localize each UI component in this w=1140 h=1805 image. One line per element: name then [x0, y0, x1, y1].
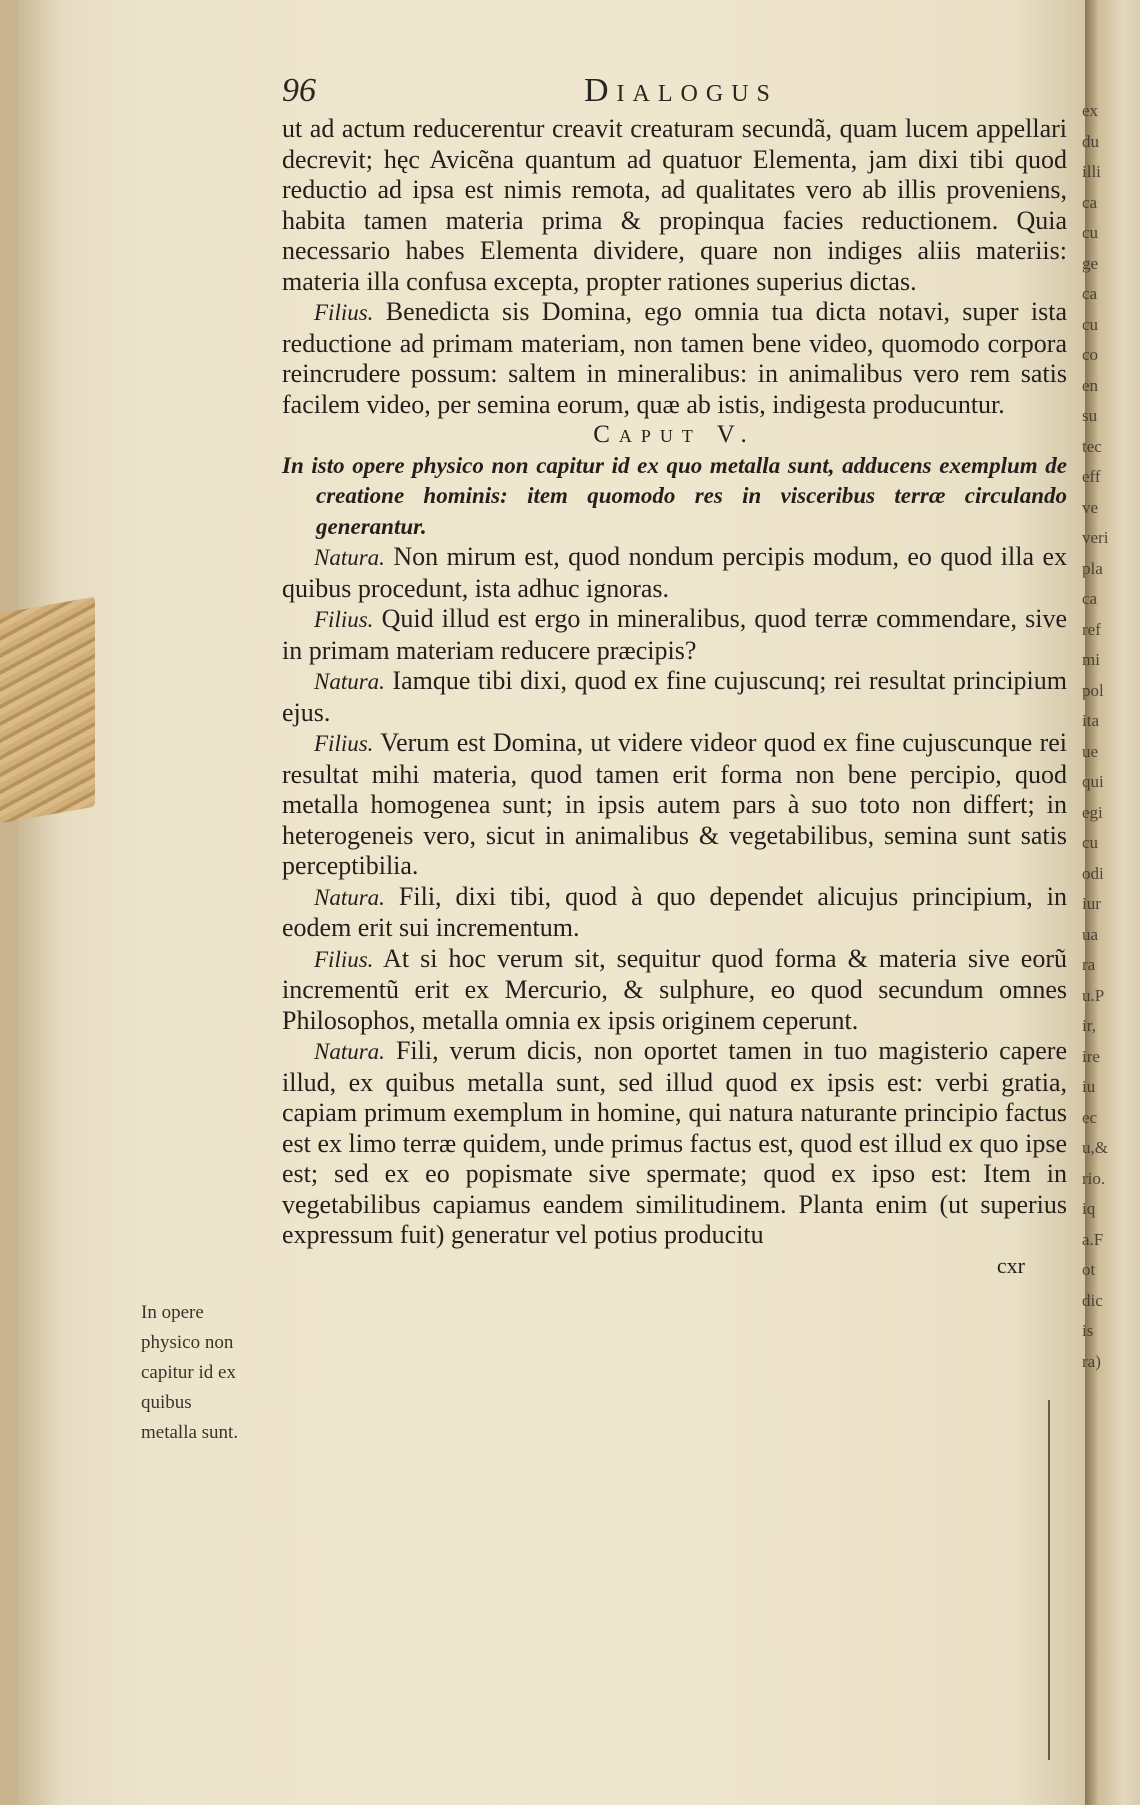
facing-page-fragment: su: [1082, 406, 1098, 425]
facing-page-fragment: ire: [1082, 1046, 1100, 1066]
facing-page-fragment: ref: [1082, 619, 1101, 639]
facing-page-fragment: ue: [1082, 741, 1099, 761]
facing-page-fragment: ir,: [1082, 1016, 1096, 1035]
dialogue-text: Quid illud est ergo in mineralibus, quod terræ commendare, sive in primam materiam reducere præcipis?: [282, 604, 1068, 665]
facing-page-fragment: mi: [1082, 650, 1100, 669]
facing-page-fragment: egi: [1082, 802, 1103, 822]
running-head: Dialogus: [584, 72, 778, 109]
page-edge-rule: [1048, 1400, 1050, 1760]
facing-page-fragment: ec: [1082, 1107, 1098, 1127]
facing-page-fragment: ra: [1082, 955, 1096, 974]
chapter-heading: Caput V.: [593, 421, 756, 448]
facing-page-fragment: veri: [1082, 528, 1109, 547]
paragraph: [282, 114, 1067, 297]
dialogue-turn: [282, 604, 1067, 666]
facing-page-fragment: qui: [1082, 772, 1104, 791]
dialogue-text: At si hoc verum sit, sequitur quod forma & materia sive eorũ incrementũ erit ex Mercurio, & sulphure, eo quod secundum omnes Philosophos, metalla omnia ex ipsis originem ceperunt.: [282, 943, 1067, 1035]
facing-page-fragment: du: [1082, 131, 1099, 151]
facing-page-fragment: ua: [1082, 924, 1099, 944]
dialogue-text: Fili, dixi tibi, quod à quo dependet alicujus principium, in eodem erit sui incrementum.: [282, 881, 1068, 942]
paper-tab-marker: [0, 597, 95, 824]
facing-page-fragment: ra): [1082, 1351, 1101, 1371]
facing-page-fragment: cu: [1082, 314, 1099, 334]
facing-page-fragment: ca: [1082, 284, 1098, 303]
dialogue-turn: [282, 944, 1067, 1037]
dialogue-text: Verum est Domina, ut videre videor quod ex fine cujuscunque rei resultat mihi materia, quod tamen erit forma non bene percipio, quod metalla homogenea sunt; in ipsis autem pars à suo toto non differt; in heterogeneis vero, sicut in animalibus & vegetabilibus, semina sunt satis perceptibilia.: [282, 728, 1068, 880]
facing-page-fragment: iu: [1082, 1077, 1096, 1096]
speaker-label: Filius.: [314, 946, 374, 972]
facing-page-fragment: ca: [1082, 589, 1098, 608]
dialogue-turn: [282, 1036, 1067, 1251]
chapter-summary: In isto opere physico non capitur id ex quo metalla sunt, adducens exemplum de creatione hominis: item quomodo res in visceribus terræ circulando generantur.: [282, 452, 1067, 539]
speaker-label: Natura.: [314, 669, 385, 694]
facing-page-fragment: ca: [1082, 192, 1098, 212]
dialogue-text: Iamque tibi dixi, quod ex fine cujuscunq; rei resultat principium ejus.: [282, 666, 1067, 727]
facing-page-fragment: ita: [1082, 711, 1099, 730]
dialogue-turn: [282, 882, 1067, 944]
dialogue-turn: [282, 542, 1067, 604]
facing-page-fragment: pla: [1082, 558, 1103, 578]
page-body: [282, 114, 1067, 1281]
speaker-label: Natura.: [314, 884, 385, 910]
facing-page-fragment: en: [1082, 375, 1099, 395]
facing-page-fragment: ex: [1082, 101, 1099, 120]
paragraph-text: Benedicta sis Domina, ego omnia tua dicta notavi, super ista reductione ad primam materiam, non tamen bene video, quomodo corpora reincrudere possum: saltem in mineralibus: in animalibus vero rem satis facilem video, per semina eorum, quæ ab istis, indigesta producuntur.: [282, 297, 1068, 419]
dialogue-turn: [282, 666, 1067, 728]
facing-page-fragment: iq: [1082, 1199, 1096, 1218]
speaker-label: Filius.: [314, 300, 374, 325]
catchword: cxr: [996, 1252, 1025, 1278]
facing-page-fragment: co: [1082, 345, 1099, 364]
facing-page-fragment: u,&: [1082, 1138, 1108, 1157]
page-number: 96: [282, 72, 316, 109]
facing-page-fragment: a.F: [1082, 1229, 1104, 1249]
facing-page-fragment: ve: [1082, 497, 1099, 517]
facing-page-fragment: u.P: [1082, 985, 1105, 1005]
paragraph: [282, 297, 1067, 420]
facing-page-fragment: cu: [1082, 833, 1099, 852]
paragraph-text: ut ad actum reducerentur creavit creaturam secundã, quam lucem appellari decrevit; hęc Avicẽna quantum ad quatuor Elementa, jam dixi tibi quod reductio ad ipsa est nimis remota, ad qualitates vero ab illis proveniens, habita tamen materia prima & propinqua facies reductionem. Quia necessario habes Elementa dividere, quare non indiges aliis materiis: materia illa confusa excepta, propter rationes superius dictas.: [282, 114, 1067, 296]
dialogue-turn: [282, 728, 1067, 882]
facing-page-fragment: pol: [1082, 680, 1104, 700]
facing-page-fragment: tec: [1082, 436, 1102, 456]
speaker-label: Filius.: [314, 607, 374, 632]
dialogue-text: Fili, verum dicis, non oportet tamen in tuo magisterio capere illud, ex quibus metalla sunt, sed illud quod ex ipsis est: verbi gratia, capiam primum exemplum in homine, qui natura naturante principio factus est ex limo terræ quidem, unde primus factus est, quod est illud ex quo ipse est; sed ex eo popismate sive spermate; quod ex ipso est: Item in vegetabilibus capiamus eandem similitudinem. Planta enim (ut superius expressum fuit) generatur vel potius producitu: [282, 1036, 1067, 1249]
facing-page-fragment: illi: [1082, 162, 1101, 181]
facing-page-fragment: odi: [1082, 863, 1104, 883]
facing-page-fragment: rio.: [1082, 1168, 1106, 1188]
facing-page-fragment: ot: [1082, 1260, 1096, 1279]
margin-note: In opere physico non capitur id ex quibus metalla sunt.: [141, 1302, 239, 1443]
facing-page-fragment: dic: [1082, 1290, 1103, 1310]
speaker-label: Filius.: [314, 731, 374, 756]
facing-page-fragments: [1082, 96, 1140, 1596]
speaker-label: Natura.: [314, 545, 385, 570]
speaker-label: Natura.: [314, 1039, 385, 1064]
dialogue-text: Non mirum est, quod nondum percipis modum, eo quod illa ex quibus procedunt, ista adhuc ignoras.: [282, 542, 1067, 603]
facing-page-fragment: iur: [1082, 894, 1101, 913]
facing-page-fragment: cu: [1082, 223, 1099, 242]
facing-page-fragment: eff: [1082, 467, 1101, 486]
page-header: [282, 72, 1082, 120]
facing-page-fragment: is: [1082, 1321, 1094, 1340]
facing-page-fragment: ge: [1082, 253, 1099, 273]
